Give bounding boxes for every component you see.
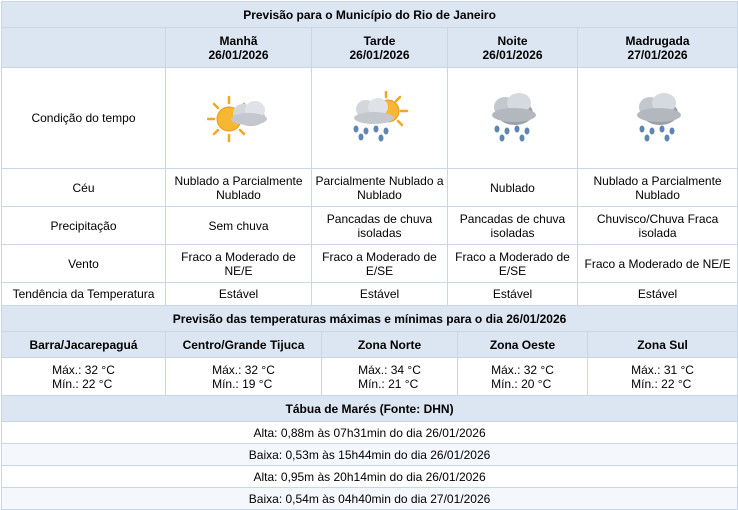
row-label-precipitacao: Precipitação bbox=[2, 207, 166, 245]
temp-max: Máx.: 31 °C bbox=[631, 362, 694, 377]
header-blank bbox=[2, 28, 166, 68]
precip-cell: Pancadas de chuva isoladas bbox=[448, 207, 578, 245]
zone-header: Barra/Jacarepaguá bbox=[2, 332, 166, 358]
precip-cell: Chuvisco/Chuva Fraca isolada bbox=[578, 207, 738, 245]
sun-cloud-rain-icon bbox=[348, 91, 412, 143]
vento-cell: Fraco a Moderado de E/SE bbox=[312, 245, 448, 283]
zone-temp-cell bbox=[588, 358, 738, 396]
precip-cell: Sem chuva bbox=[166, 207, 312, 245]
tendencia-cell: Estável bbox=[578, 283, 738, 306]
zone-header: Zona Norte bbox=[322, 332, 458, 358]
vento-cell: Fraco a Moderado de NE/E bbox=[166, 245, 312, 283]
period-date: 27/01/2026 bbox=[627, 47, 688, 62]
temp-min: Mín.: 19 °C bbox=[212, 376, 273, 391]
tendencia-cell: Estável bbox=[312, 283, 448, 306]
period-header-madrugada bbox=[578, 28, 738, 68]
ceu-cell: Nublado a Parcialmente Nublado bbox=[578, 169, 738, 207]
temp-max: Máx.: 32 °C bbox=[212, 362, 275, 377]
condition-cell-madrugada bbox=[578, 68, 738, 169]
tide-row: Baixa: 0,54m às 04h40min do dia 27/01/2026 bbox=[2, 488, 738, 510]
tide-row: Alta: 0,88m às 07h31min do dia 26/01/2026 bbox=[2, 422, 738, 444]
tide-row: Baixa: 0,53m às 15h44min do dia 26/01/2026 bbox=[2, 444, 738, 466]
temp-min: Mín.: 22 °C bbox=[631, 376, 692, 391]
condition-cell-tarde bbox=[312, 68, 448, 169]
vento-cell: Fraco a Moderado de E/SE bbox=[448, 245, 578, 283]
period-name: Manhã bbox=[219, 33, 258, 48]
row-label-tendencia: Tendência da Temperatura bbox=[2, 283, 166, 306]
temp-max: Máx.: 32 °C bbox=[52, 362, 115, 377]
ceu-cell: Nublado bbox=[448, 169, 578, 207]
cloud-rain-icon bbox=[626, 91, 690, 143]
cloud-rain-icon bbox=[481, 91, 545, 143]
period-header-noite bbox=[448, 28, 578, 68]
temps-section-title: Previsão das temperaturas máximas e mínimas para o dia 26/01/2026 bbox=[2, 306, 738, 332]
condition-cell-manha bbox=[166, 68, 312, 169]
tendencia-cell: Estável bbox=[166, 283, 312, 306]
temp-min: Mín.: 20 °C bbox=[491, 376, 552, 391]
period-header-manha bbox=[166, 28, 312, 68]
zone-header: Zona Sul bbox=[588, 332, 738, 358]
period-header-tarde bbox=[312, 28, 448, 68]
zone-header: Zona Oeste bbox=[458, 332, 588, 358]
temp-max: Máx.: 34 °C bbox=[358, 362, 421, 377]
zone-temp-cell bbox=[322, 358, 458, 396]
tides-section-title: Tábua de Marés (Fonte: DHN) bbox=[2, 396, 738, 422]
tendencia-cell: Estável bbox=[448, 283, 578, 306]
row-label-condicao: Condição do tempo bbox=[2, 68, 166, 169]
period-name: Noite bbox=[497, 33, 528, 48]
temp-min: Mín.: 21 °C bbox=[358, 376, 419, 391]
period-date: 26/01/2026 bbox=[208, 47, 269, 62]
temp-max: Máx.: 32 °C bbox=[491, 362, 554, 377]
ceu-cell: Parcialmente Nublado a Nublado bbox=[312, 169, 448, 207]
row-label-ceu: Céu bbox=[2, 169, 166, 207]
period-name: Tarde bbox=[363, 33, 396, 48]
period-date: 26/01/2026 bbox=[482, 47, 543, 62]
period-date: 26/01/2026 bbox=[349, 47, 410, 62]
sun-cloud-icon bbox=[207, 91, 271, 143]
zone-header: Centro/Grande Tijuca bbox=[166, 332, 322, 358]
period-name: Madrugada bbox=[625, 33, 690, 48]
tide-row: Alta: 0,95m às 20h14min do dia 26/01/2026 bbox=[2, 466, 738, 488]
temp-min: Mín.: 22 °C bbox=[52, 376, 113, 391]
row-label-vento: Vento bbox=[2, 245, 166, 283]
condition-cell-noite bbox=[448, 68, 578, 169]
vento-cell: Fraco a Moderado de NE/E bbox=[578, 245, 738, 283]
ceu-cell: Nublado a Parcialmente Nublado bbox=[166, 169, 312, 207]
forecast-table bbox=[1, 1, 738, 510]
page-title: Previsão para o Município do Rio de Janeiro bbox=[2, 2, 738, 28]
zone-temp-cell bbox=[166, 358, 322, 396]
zone-temp-cell bbox=[2, 358, 166, 396]
zone-temp-cell bbox=[458, 358, 588, 396]
precip-cell: Pancadas de chuva isoladas bbox=[312, 207, 448, 245]
